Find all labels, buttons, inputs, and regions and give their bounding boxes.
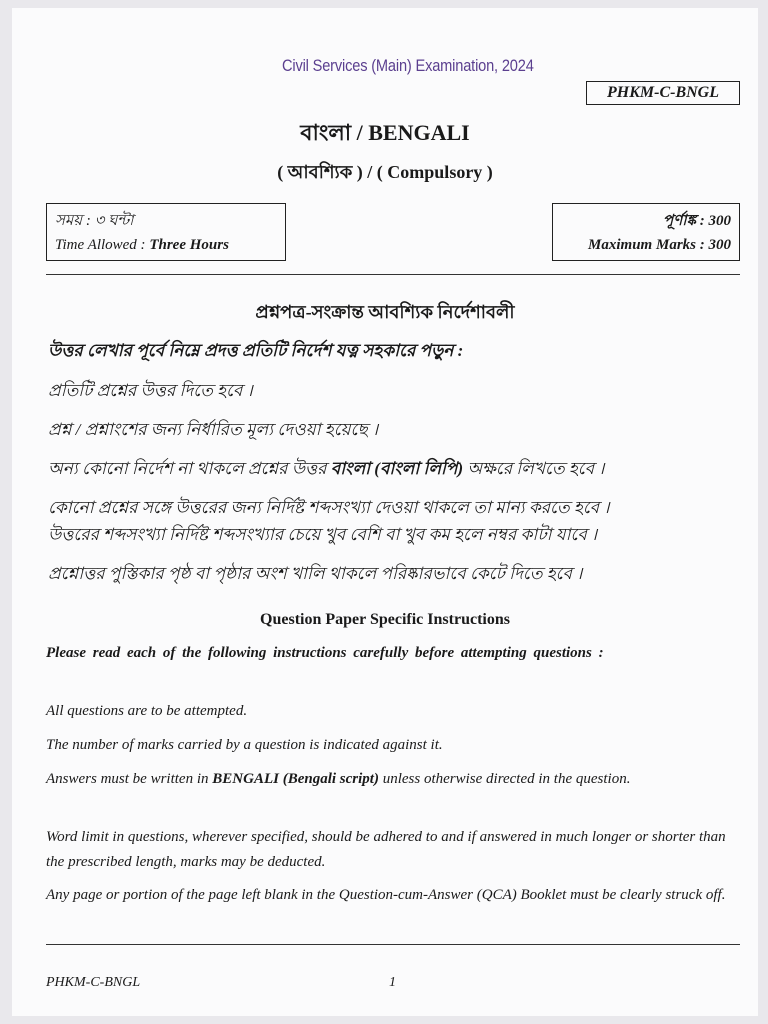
subject-type: ( আবশ্যিক ) / ( Compulsory ) (277, 162, 493, 182)
english-instruction-item: Any page or portion of the page left blank in the Question-cum-Answer (QCA) Booklet must be clearly struck off. (46, 887, 726, 903)
footer-page-number: 1 (389, 975, 396, 990)
english-instruction-item: The number of marks carried by a question is indicated against it. (46, 737, 443, 753)
emphasis-text: BENGALI (Bengali script) (212, 771, 379, 787)
time-allowed-box (46, 203, 286, 261)
english-instructions-lead: Please read each of the following instructions carefully before attempting questions : (46, 645, 604, 661)
bengali-instructions-heading: প্রশ্নপত্র-সংক্রান্ত আবশ্যিক নির্দেশাবলী (255, 302, 515, 322)
english-instruction-item: Word limit in questions, wherever specified, should be adhered to and if answered in much longer or shorter than the prescribed length, marks may be deducted. (46, 829, 726, 870)
marks-bengali: পূর্ণাঙ্ক : 300 (663, 213, 731, 229)
marks-english: Maximum Marks : 300 (588, 237, 731, 253)
time-label: Time Allowed : (55, 237, 150, 253)
divider-top (46, 274, 740, 275)
emphasis-text: বাংলা (বাংলা লিপি) (330, 459, 464, 478)
bengali-instruction-item: প্রশ্নোত্তর পুস্তিকার পৃষ্ঠ বা পৃষ্ঠার অংশ খালি থাকলে পরিষ্কারভাবে কেটে দিতে হবে । (48, 564, 583, 583)
bengali-instructions-lead: উত্তর লেখার পূর্বে নিম্নে প্রদত্ত প্রতিটি নির্দেশ যত্ন সহকারে পড়ুন : (48, 341, 464, 360)
paper-code-box: PHKM-C-BNGL (586, 81, 740, 105)
bengali-instruction-item: প্রতিটি প্রশ্নের উত্তর দিতে হবে । (48, 381, 253, 400)
bengali-instruction-item: উত্তরের শব্দসংখ্যা নির্দিষ্ট শব্দসংখ্যার চেয়ে খুব বেশি বা খুব কম হলে নম্বর কাটা যাবে । (48, 525, 598, 544)
time-value: Three Hours (149, 237, 229, 253)
english-instruction-item: All questions are to be attempted. (46, 703, 248, 719)
bengali-instruction-item: কোনো প্রশ্নের সঙ্গে উত্তরের জন্য নির্দিষ্ট শব্দসংখ্যা দেওয়া থাকলে তা মান্য করতে হবে । (48, 498, 610, 517)
maximum-marks-box (552, 203, 740, 261)
exam-title: Civil Services (Main) Examination, 2024 (282, 56, 534, 75)
footer-paper-code: PHKM-C-BNGL (46, 975, 141, 990)
bengali-instruction-item: প্রশ্ন / প্রশ্নাংশের জন্য নির্ধারিত মূল্য দেওয়া হয়েছে । (48, 420, 379, 439)
english-instructions-heading: Question Paper Specific Instructions (260, 611, 510, 628)
question-paper-page (12, 8, 758, 1016)
divider-bottom (46, 944, 740, 945)
subject-title: বাংলা / BENGALI (300, 120, 470, 145)
time-english (55, 233, 277, 257)
bengali-instruction-item: অন্য কোনো নির্দেশ না থাকলে প্রশ্নের উত্তর বাংলা (বাংলা লিপি) অক্ষরে লিখতে হবে । (48, 459, 605, 478)
time-bengali: সময় : ৩ ঘন্টা (55, 213, 134, 229)
english-instruction-item: Answers must be written in BENGALI (Bengali script) unless otherwise directed in the question. (46, 771, 631, 787)
